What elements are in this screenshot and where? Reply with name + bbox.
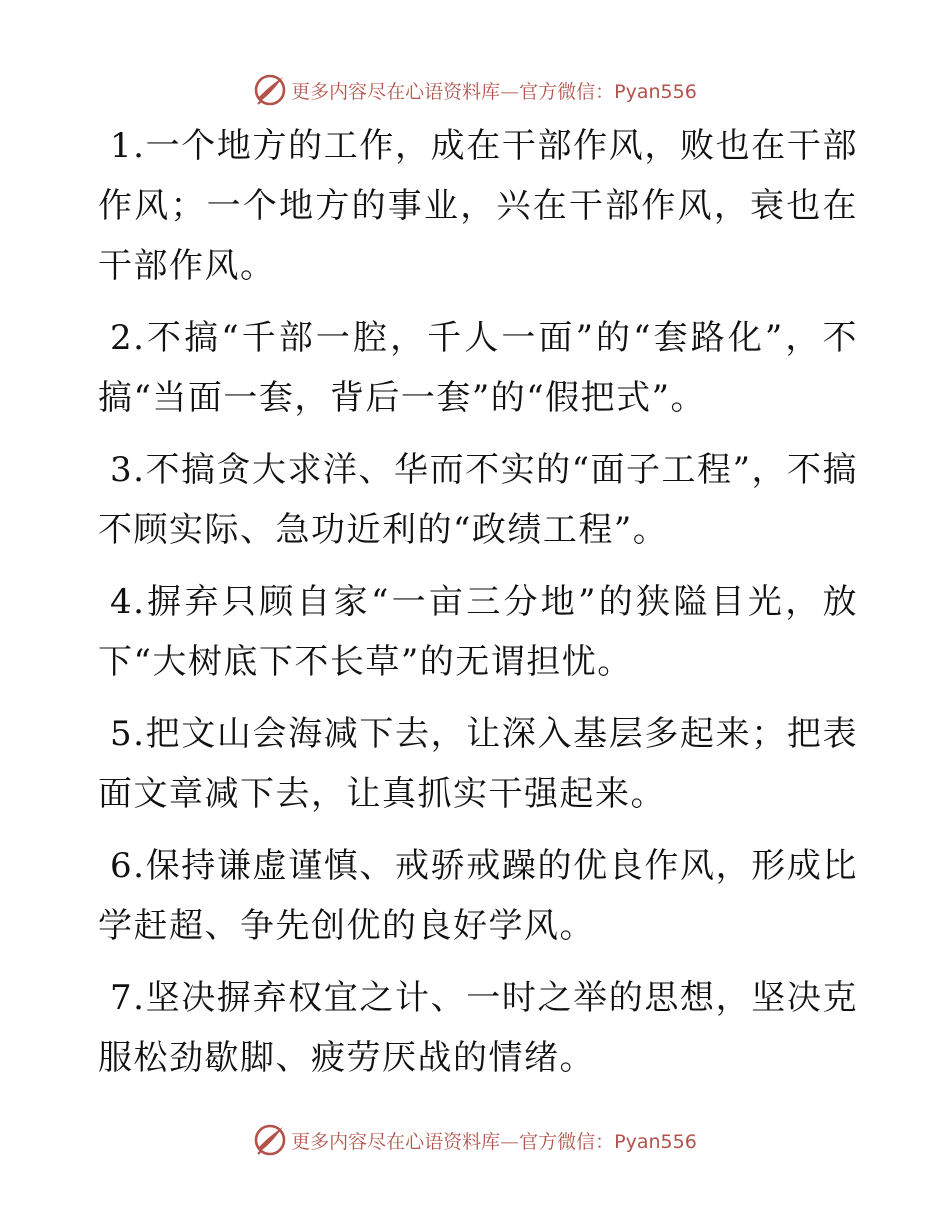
list-item: 3.不搞贪大求洋、华而不实的“面子工程”，不搞不顾实际、急功近利的“政绩工程”。 (98, 450, 858, 550)
list-item: 1.一个地方的工作，成在干部作风，败也在干部作风；一个地方的事业，兴在干部作风，衰也在干部作风。 (98, 126, 858, 286)
header-watermark (0, 70, 950, 110)
list-item: 2.不搞“千部一腔，千人一面”的“套路化”，不搞“当面一套，背后一套”的“假把式”。 (98, 318, 858, 418)
footer-watermark (0, 1120, 950, 1160)
list-item: 6.保持谦虚谨慎、戒骄戒躁的优良作风，形成比学赶超、争先创优的良好学风。 (98, 846, 858, 946)
quill-logo-icon (253, 1123, 287, 1157)
quill-logo-icon (253, 73, 287, 107)
list-item: 7.坚决摒弃权宜之计、一时之举的思想，坚决克服松劲歇脚、疲劳厌战的情绪。 (98, 978, 858, 1078)
watermark-text: 更多内容尽在心语资料库—官方微信：Pyan556 (291, 80, 697, 103)
watermark-text: 更多内容尽在心语资料库—官方微信：Pyan556 (291, 1130, 697, 1153)
document-body (98, 116, 858, 1100)
list-item: 4.摒弃只顾自家“一亩三分地”的狭隘目光，放下“大树底下不长草”的无谓担忧。 (98, 582, 858, 682)
list-item: 5.把文山会海减下去，让深入基层多起来；把表面文章减下去，让真抓实干强起来。 (98, 714, 858, 814)
